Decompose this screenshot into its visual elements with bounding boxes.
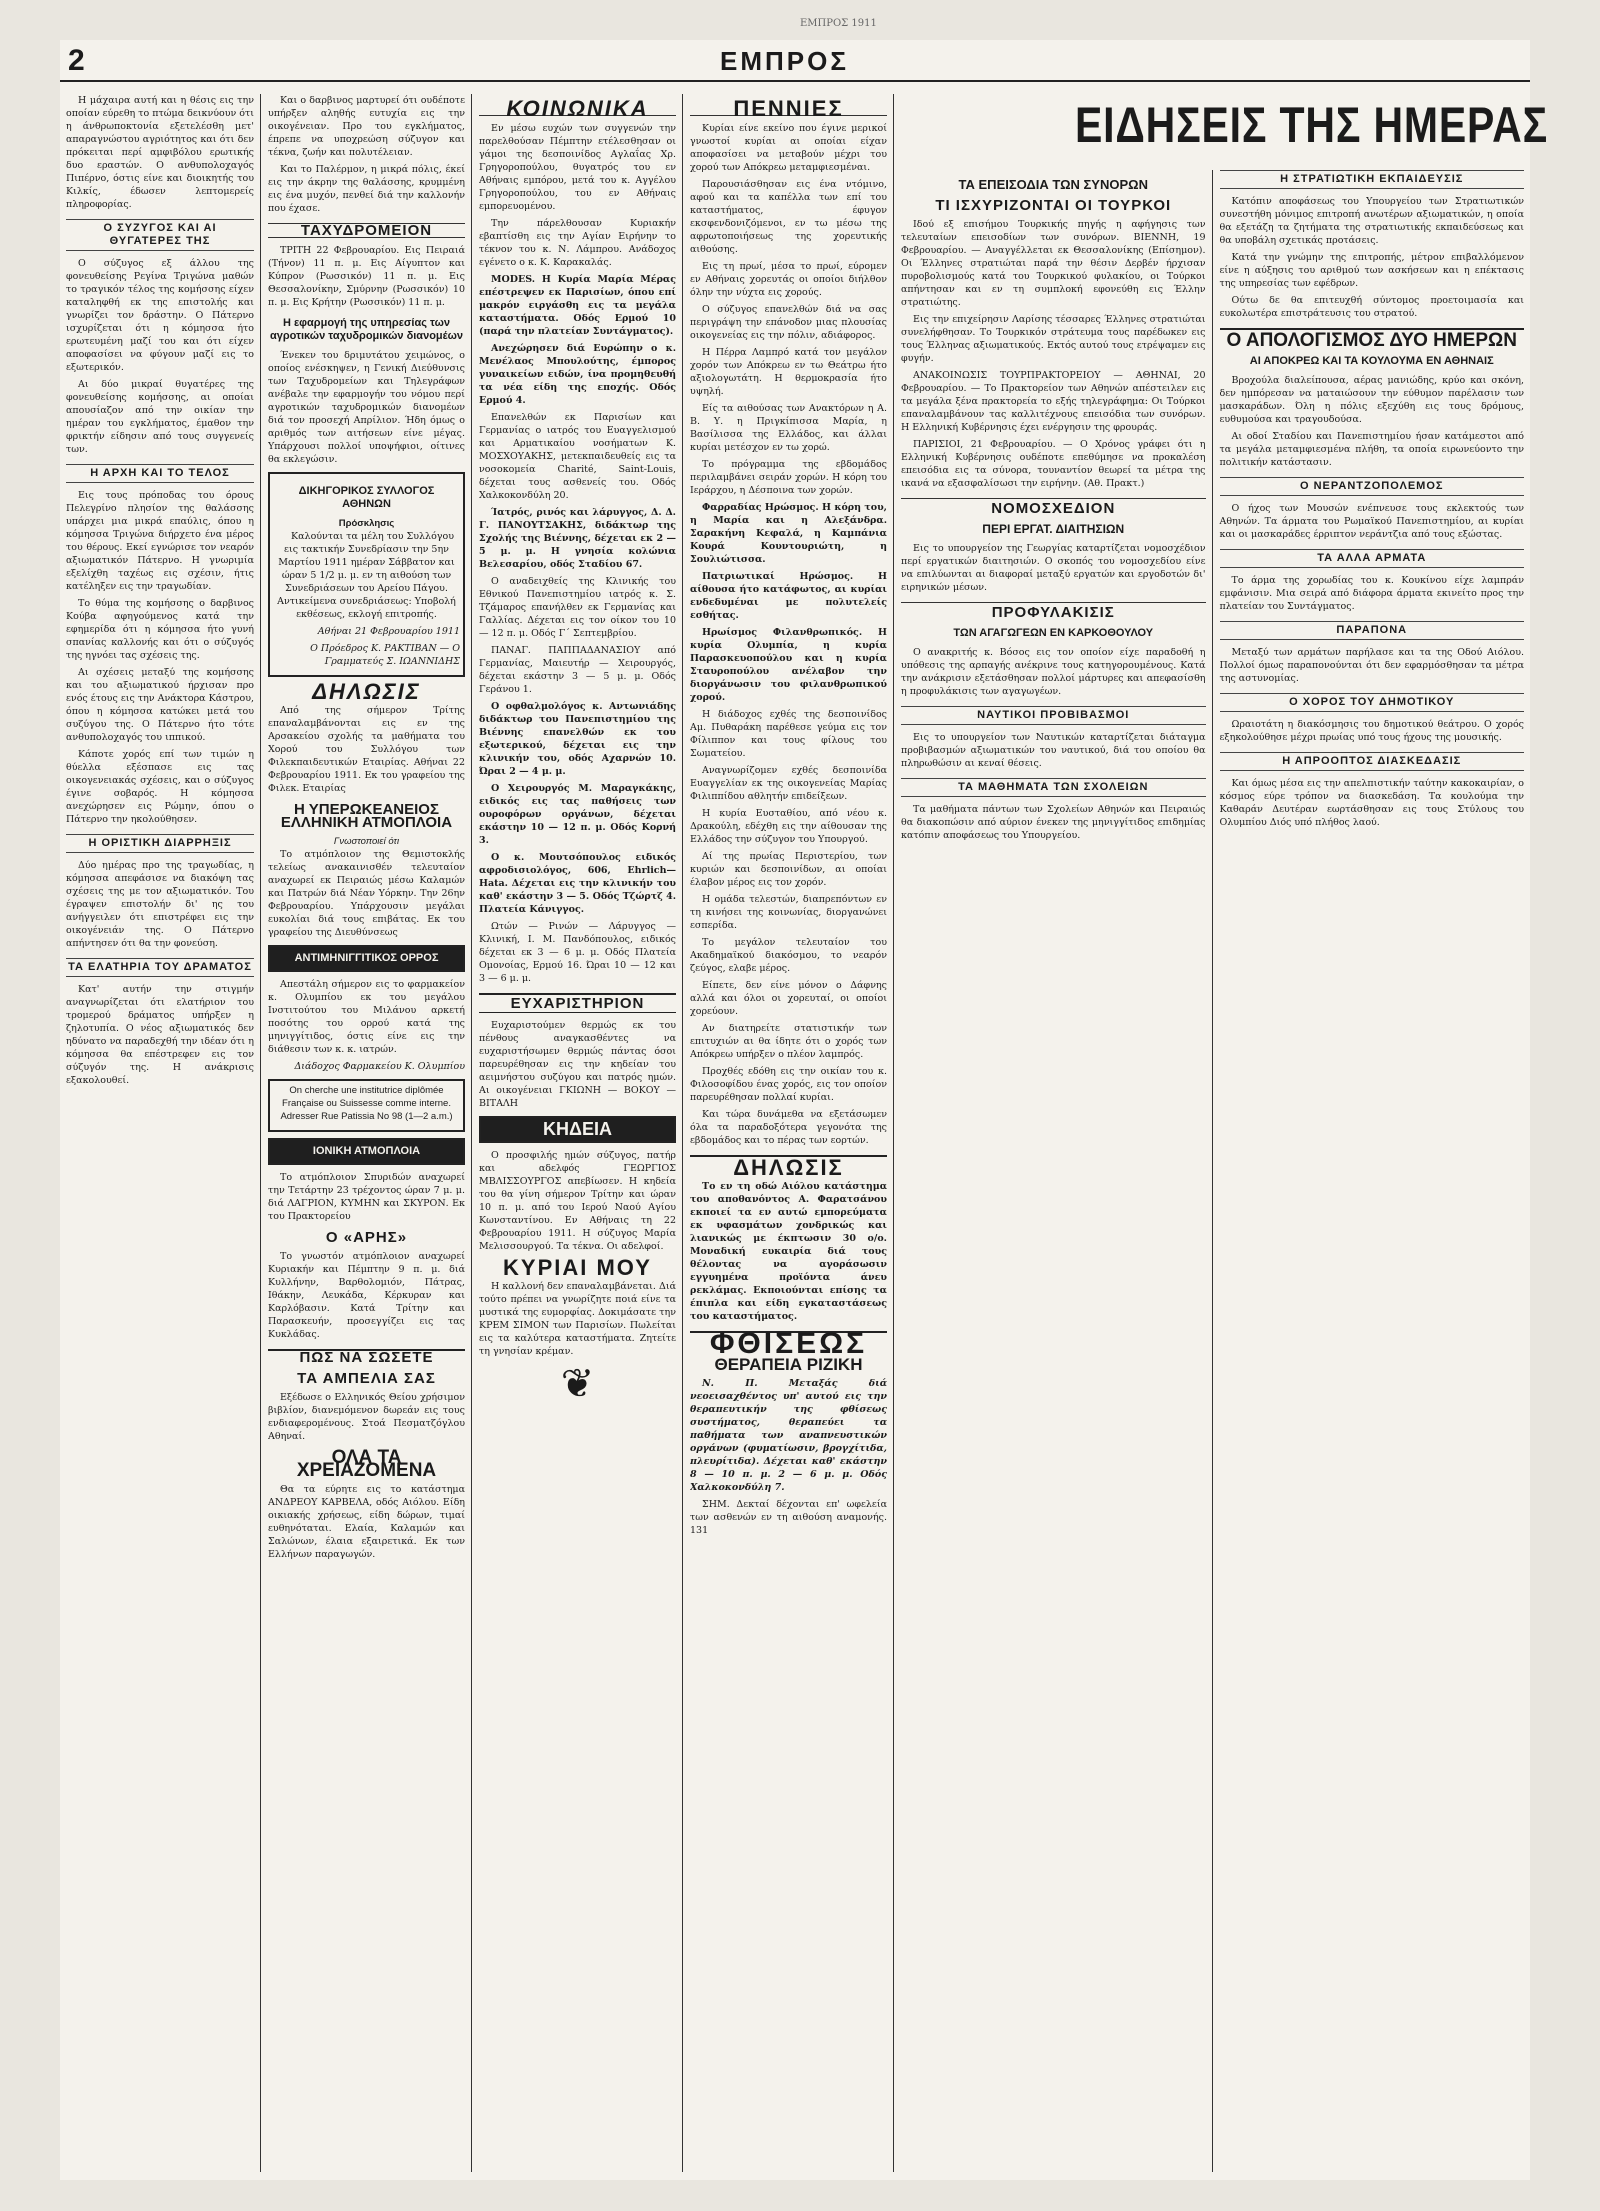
article-text: MODES. Η Κυρία Μαρία Μέρας επέστρεψεν εκ Παρισίων, όπου επί μακρόν ειργάσθη εις τα μεγάλα καταστήματα. Οδός Ερμού 10 (παρά την πλατείαν Συντάγματος).: [479, 274, 676, 337]
article-text: Το ατμόπλοιον Σπυριδών αναχωρεί την Τετάρτην 23 τρέχοντος ώραν 7 μ. μ. διά ΛΑΓΡΙΟΝ, ΚΥΜΗΝ και ΣΚΥΡΟΝ. Εκ του Πρακτορείου: [268, 1172, 465, 1222]
article-text: Η κυρία Ευσταθίου, από νέου κ. Δρακούλη, εδέχθη εις την αίθουσαν της Ελλάδος την σύζυγον του Υπουργού.: [690, 808, 887, 845]
article-text: Ο προσφιλής ημών σύζυγος, πατήρ και αδελφός ΓΕΩΡΓΙΟΣ ΜΒΛΙΣΣΟΥΡΓΟΣ απεβίωσεν. Η κηδεία του θα γίνη σήμερον Τρίτην και ώραν 10 π. μ. από του Ιερού Ναού Αγίου Κωνσταντίνου. Εν Αθήναις τη 22 Φεβρουαρίου 1911. Η σύζυγος Μαρία Μελισσουργού. Τα τέκνα. Οι αδελφοί.: [479, 1150, 676, 1252]
section-heading: ΕΥΧΑΡΙΣΤΗΡΙΟΝ: [479, 993, 676, 1013]
section-heading: Ο ΝΕΡΑΝΤΖΟΠΟΛΕΜΟΣ: [1220, 477, 1525, 496]
section-heading: ΦΘΙΣΕΩΣ: [690, 1331, 887, 1350]
article-text: Αι δύο μικραί θυγατέρες της φονευθείσης κομήσσης, αι οποίαι απουσίαζον από την οικίαν την ημέραν του εγκλήματος, έμαθον την φρικτήν είδησιν από τους συγγενείς των.: [66, 379, 254, 455]
section-heading: Ο ΑΠΟΛΟΓΙΣΜΟΣ ΔΥΟ ΗΜΕΡΩΝ: [1220, 328, 1525, 347]
section-heading: ΠΩΣ ΝΑ ΣΩΣΕΤΕ: [268, 1349, 465, 1364]
article-text: Μεταξύ των αρμάτων παρήλασε και τα της Οδού Αιόλου. Πολλοί όμως παραπονούνται ότι δεν εφαρμόσθησαν τα μέτρα της αστυνομίας.: [1219, 647, 1524, 684]
ad-title: ΔΙΚΗΓΟΡΙΚΟΣ ΣΥΛΛΟΓΟΣ ΑΘΗΝΩΝ: [298, 485, 435, 510]
page-headline: ΕΙΔΗΣΕΙΣ ΤΗΣ ΗΜΕΡΑΣ: [1075, 97, 1549, 153]
article-text: Ο οφθαλμολόγος κ. Αντωνιάδης διδάκτωρ του Πανεπιστημίου της Βιέννης επανελθών εκ του εξωτερικού, δέχεται εις την κλινικήν του, οδός Αχαρνών 10. Ώραι 2 — 4 μ. μ.: [479, 701, 676, 777]
section-heading: ΚΗΔΕΙΑ: [543, 1119, 612, 1139]
section-heading: Η εφαρμογή της υπηρεσίας των αγροτικών ταχυδρομικών διανομέων: [269, 317, 464, 342]
section-heading: ΠΕΡΙ ΕΡΓΑΤ. ΔΙΑΙΤΗΣΙΩΝ: [982, 522, 1125, 536]
section-heading: ΔΗΛΩΣΙΣ: [690, 1155, 887, 1174]
section-heading: ΤΑ ΑΜΠΕΛΙΑ ΣΑΣ: [297, 1370, 436, 1387]
section-heading: Η ΑΡΧΗ ΚΑΙ ΤΟ ΤΕΛΟΣ: [66, 464, 254, 483]
section-heading: Η ΣΤΡΑΤΙΩΤΙΚΗ ΕΚΠΑΙΔΕΥΣΙΣ: [1220, 170, 1525, 189]
article-text: Κυρίαι είνε εκείνο που έγινε μερικοί γνωστοί κυρίαι αι οποίαι είχαν αποφασίσει να μεταβούν μέχρι του χορού των Απόκρεω μεταμφιεσμέναι.: [690, 123, 887, 173]
article-text: ΣΗΜ. Δεκταί δέχονται επ' ωφελεία των ασθενών εν τη αιθούση αναμονής. 131: [690, 1499, 887, 1536]
article-text: Εις την επιχείρησιν Λαρίσης τέσσαρες Έλληνες στρατιώται συνελήφθησαν. Το Τουρκικόν στράτευμα τους παρέδωκεν εις τους Έλληνας αξιωματικούς. Εκτός αυτού τους ετρέψαμεν εις φυγήν.: [901, 314, 1206, 364]
article-text: Κατά την γνώμην της επιτροπής, μέτρον επιβαλλόμενον είνε η αύξησις του αριθμού των ασκήσεων και η επέκτασις της υπηρεσίας των εφέδρων.: [1219, 252, 1524, 289]
section-heading: ΘΕΡΑΠΕΙΑ ΡΙΖΙΚΗ: [714, 1355, 863, 1374]
column-1: [66, 94, 254, 2172]
section-heading: ΚΥΡΙΑΙ ΜΟΥ: [503, 1255, 652, 1280]
ad-banner: [479, 1116, 676, 1143]
article-text: Και όμως μέσα εις την απελπιστικήν ταύτην κακοκαιρίαν, ο κόσμος εύρε τρόπον να διασκεδάση. Τα κουλούμα την Καθαράν Δευτέραν εωρτάσθησαν εις τους Στύλους του Ολυμπίου Διός υπό πλήθος λαού.: [1219, 778, 1524, 828]
article-text: Εις τη πρωί, μέσα το πρωί, εύρομεν εν Αθήναις χορευτάς οι οποίοι διήλθον όλην την νύχτα εις χορούς.: [690, 261, 887, 298]
article-text: Ένεκεν του δριμυτάτου χειμώνος, ο οποίος ενέσκηψεν, η Γενική Διεύθυνσις των Ταχυδρομείων και Τηλεγράφων ανέβαλε την εφαρμογήν του νόμου περί αγροτικών ταχυδρομικών διανομέων διά τον προσεχή Απρίλιον. Ήδη όμως ο αριθμός των αιτήσεων είνε μέγας. Υπάρχουσι πολλοί υποψήφιοι, οίτινες θα εκλεγώσιν.: [268, 350, 465, 465]
lady-illustration-icon: ❦: [560, 1361, 595, 1407]
article-text: ΑΝΑΚΟΙΝΩΣΙΣ ΤΟΥΡΠΡΑΚΤΟΡΕΙΟΥ — ΑΘΗΝΑΙ, 20 Φεβρουαρίου. — Το Πρακτορείον των Αθηνών απέστειλεν εις τα μεγάλα ξένα πρακτορεία το εξής τηλεγράφημα: Οι Τούρκοι επαναλαμβάνουν τας καλλιτέχνους επεισόδια των συνόρων. Η Ελληνική Κυβέρνησις έχει ενέργησιν της φρουράς.: [901, 370, 1206, 433]
ad-title: ΑΝΤΙΜΗΝΙΓΓΙΤΙΚΟΣ ΟΡΡΟΣ: [294, 952, 439, 964]
section-heading: ΤΑ ΕΛΑΤΗΡΙΑ ΤΟΥ ΔΡΑΜΑΤΟΣ: [66, 958, 254, 977]
article-text: Η μάχαιρα αυτή και η θέσις εις την οποίαν εύρεθη το πτώμα δεικνύουν ότι η άνθρωποκτονία εξετελέσθη μετ' απαραγνώστου αγριότητος και ότι δεν πρόκειται περί αμφιβόλου ερωτικής δυο εραστών. Ο ανθυπολοχαγός Πιπέρνο, όστις είνε και διοικητής του Κιλκίς, έδωσεν λεπτομερείς πληροφορίας.: [66, 95, 254, 210]
article-text: Φαρραδίας Ηρώσμος. Η κόρη του, η Μαρία και η Αλεξάνδρα. Σαρακήνη Κεφαλά, η Καμπάνια Κουρά Κουντουριώτη, η Σουλιώτισσα.: [690, 502, 887, 565]
section-heading: Η ΑΠΡΟΟΠΤΟΣ ΔΙΑΣΚΕΔΑΣΙΣ: [1220, 752, 1525, 771]
section-heading: ΤΑ ΜΑΘΗΜΑΤΑ ΤΩΝ ΣΧΟΛΕΙΩΝ: [901, 778, 1206, 797]
article-text: Ο σύζυγος εξ άλλου της φονευθείσης Ρεγίνα Τριγώνα μαθών το τραγικόν τέλος της κομήσσης είχεν καταληφθή εκ της επιστολής και γνωρίζει τον δράστην. Ο Πάτερνο ισχυρίζεται ότι η κόμησσα ήτο ερωτευμένη μαζί του και ότι είχεν αποφασίσει να φύγουν μαζί εις το εξωτερικόν.: [66, 258, 254, 373]
article-text: Αί της πρωίας Περιστερίου, των κυριών και δεσποινίδων, αι οποίαι έλαβον μέρος εις τον χορόν.: [690, 851, 887, 888]
article-text: Εις το υπουργείον της Γεωργίας καταρτίζεται νομοσχέδιον περί εργατικών διαιτησιών. Ο σκοπός του νομοσχεδίου είνε να επιλύωνται αι διαφοραί μεταξύ εργατών και εργοδοτών δι' ειρηνικών μέσων.: [901, 543, 1206, 593]
article-text: Θα τα εύρητε εις το κατάστημα ΑΝΔΡΕΟΥ ΚΑΡΒΕΛΑ, οδός Αιόλου. Είδη οικιακής χρήσεως, είδη δώρων, τιμαί ευθηνόταται. Ελαία, Καλαμών και Σαλώνων, έλαια εξαιρετικά. Εκ των Ελλήνων παραγωγών.: [268, 1484, 465, 1560]
article-text: Κάποτε χορός επί των τιμών η θύελλα εξέσπασε εις τας οικογενειακάς σχέσεις, και ο σύζυγος έγινε σοβαρός. Η κόμησσα ανεχώρησεν εις Ρώμην, όπου ο Πάτερνο την ηκολούθησεν.: [66, 749, 254, 825]
ad-signature: Ο Πρόεδρος Κ. ΡΑΚΤΙΒΑΝ — Ο Γραμματεύς Σ. ΙΩΑΝΝΙΔΗΣ: [310, 643, 460, 667]
article-text: Από της σήμερον Τρίτης επαναλαμβάνονται εις εν της Αρσακείου σχολής τα μαθήματα του Χορού του Συλλόγου των Φιλεκπαιδευτικών Εταιρίας. Αθήναι 22 Φεβρουαρίου 1911. Εκ του γραφείου της Φιλεκ. Εταιρίας: [268, 705, 465, 794]
article-text: Είς τα αιθούσας των Ανακτόρων η Α. Β. Υ. η Πριγκίπισσα Μαρία, η Βασίλισσα της Ελλάδος, και άλλαι κυρίαι μετέσχον εν τω χορώ.: [690, 403, 887, 453]
masthead-top-strip: ΕΜΠΡΟΣ 1911: [800, 18, 877, 29]
article-text: Αι οδοί Σταδίου και Πανεπιστημίου ήσαν κατάμεστοι από τα μεγάλα μεταμφιεσμένα πλήθη, τα οποία ειρωνεύοντο την πολιτικήν κατάστασιν.: [1219, 431, 1524, 468]
article-text: Ωτών — Ρινών — Λάρυγγος — Κλινική, Ι. Μ. Πανδόπουλος, ειδικός δέχεται εκ 3 — 6 μ. μ. Οδός Πλατεία Ομονοίας, Ερμού 16. Ώραι 10 — 12 και 3 — 6 μ. μ.: [479, 921, 676, 984]
article-text: Επανελθών εκ Παρισίων και Γερμανίας ο ιατρός του Ευαγγελισμού και Αρματικαίου νοσήματων Κ. ΜΟΣΧΟΥΑΚΗΣ, μετεκπαιδευθείς εις τα νοσοκομεία Charité, Saint-Louis, δέχεται τους ασθενείς του. Οδός Χαλκοκονδύλη 20.: [479, 412, 676, 501]
section-heading: Ο ΧΟΡΟΣ ΤΟΥ ΔΗΜΟΤΙΚΟΥ: [1220, 693, 1525, 712]
article-text: Την πάρελθουσαν Κυριακήν εβαπτίσθη εις την Αγίαν Ειρήνην το τέκνον του κ. Ν. Λάμπρου. Ανάδοχος εγένετο ο κ. Κ. Καρακαλάς.: [479, 218, 676, 268]
article-text: Η Πέρρα Λαμπρό κατά τον μεγάλον χορόν των Απόκρεω εν τω Θεάτρω ήτο αξιολογωτάτη. Η θερμοκρασία ήτο υψηλή.: [690, 347, 887, 397]
article-text: Αι σχέσεις μεταξύ της κομήσσης και του αξιωματικού ήρχισαν προ ενός έτους εις την Ανάκτορα Κάστρου, όπου η κόμησσα κατώκει μετά του συζύγου της. Ο Πάτερνο ήτο τότε ανθυπολοχαγός του ιππικού.: [66, 667, 254, 743]
article-text: Ευχαριστούμεν θερμώς εκ του πένθους αναγκασθέντες να ευχαριστήσωμεν θερμώς πάντας όσοι παρευρέθησαν εις την κηδείαν του αειμνήστου συζύγου και πατρός ημών. Αι οικογένειαι ΓΚΙΩΝΗ — ΒΟΚΟΥ — ΒΙΤΑΛΗ: [479, 1020, 676, 1109]
section-heading: ΠΑΡΑΠΟΝΑ: [1220, 621, 1525, 640]
article-text: Ίατρός, ρινός και λάρυγγος, Δ. Δ. Γ. ΠΑΝΟΥΤΣΑΚΗΣ, διδάκτωρ της Σχολής της Βιέννης, δέχεται εκ 2 — 5 μ. μ. Η γνησία κολώνια Βελεσαρίου, οδός Σταδίου 67.: [479, 507, 676, 570]
article-text: Δύο ημέρας προ της τραγωδίας, η κόμησσα απεφάσισε να διακόψη τας σχέσεις της με τον αξιωματικόν. Του έγραψεν επιστολήν δι' ης του ανήγγειλεν ότι επιστρέφει εις την οικογένειάν της. Ο Πάτερνο απήντησεν ότι θα την φονεύση.: [66, 860, 254, 949]
ad-signature: Διάδοχος Φαρμακείου Κ. Ολυμπίου: [294, 1061, 465, 1072]
article-text: Το μεγάλον τελευταίον του Ακαδημαϊκού διακόσμου, το νεαρόν ζεύγος, ελαβε μέρος.: [690, 937, 887, 974]
masthead: [60, 18, 1530, 82]
article-text: Κατόπιν αποφάσεως του Υπουργείου των Στρατιωτικών συνεστήθη μόνιμος επιτροπή ανωτέρων αξιωματικών, η οποία θα εξετάζη τα ζητήματα της στρατιωτικής εκπαιδεύσεως και θα υποβάλη σχετικάς προτάσεις.: [1219, 196, 1524, 246]
section-heading: ΝΑΥΤΙΚΟΙ ΠΡΟΒΙΒΑΣΜΟΙ: [901, 706, 1206, 725]
section-heading: Ο «ΑΡΗΣ»: [325, 1229, 408, 1246]
section-heading: ΠΕΝΝΙΕΣ: [690, 102, 887, 116]
ad-text: Καλούνται τα μέλη του Συλλόγου εις τακτικήν Συνεδρίασιν την 5ην Μαρτίου 1911 ημέραν Σάββατον και ώραν 5 1/2 μ. μ. εν τη αιθούση των Συνεδριάσεων του Αρείου Πάγου. Αντικείμενα συνεδριάσεως: Υποβολή εκθέσεως, εκλογή επιτροπής.: [277, 531, 456, 620]
article-text: Το γνωστόν ατμόπλοιον αναχωρεί Κυριακήν και Πέμπτην 9 π. μ. διά Κυλλήνην, Βαρθολομιόν, Πάτρας, Ιθάκην, Λευκάδα, Κέρκυραν και Καρλόβασιν. Κατά Τρίτην και Παρασκευήν, προσεγγίζει εις τας Κυκλάδας.: [268, 1251, 465, 1340]
article-text: Εν μέσω ευχών των συγγενών την παρελθούσαν Πέμπτην ετέλεσθησαν οι γάμοι της δεσποινίδος Αγλαΐας Χρ. Γρηγοροπούλου, θυγατρός του εν Αθήναις εμπόρου, μετά του κ. Αγγέλου Γρηγοροπούλου, του εν Αθήναις εμπορευομένου.: [479, 123, 676, 212]
article-text: ΠΑΝΑΓ. ΠΑΠΠΑΔΑΝΑΣΙΟΥ από Γερμανίας, Μαιευτήρ — Χειρουργός, δέχεται εκάστην 3 — 5 μ. μ. Οδός Γεράνου 1.: [479, 645, 676, 695]
section-heading: Η ΟΡΙΣΤΙΚΗ ΔΙΑΡΡΗΞΙΣ: [66, 834, 254, 853]
section-heading: ΤΑ ΑΛΛΑ ΑΡΜΑΤΑ: [1220, 549, 1525, 568]
article-text: Είπετε, δεν είνε μόνον ο Δάφνης αλλά και όλοι οι χορευταί, οι οποίοι χορεύουν.: [690, 980, 887, 1017]
article-text: Εις το υπουργείον των Ναυτικών καταρτίζεται διάταγμα προβιβασμών αξιωματικών του ναυτικού, διά του οποίου θα πληρωθώσιν αι κεναί θέσεις.: [901, 732, 1206, 769]
column-4: [690, 94, 887, 2172]
section-heading: ΝΟΜΟΣΧΕΔΙΟΝ: [901, 498, 1206, 515]
article-text: Αναγνωρίζομεν εχθές δεσποινίδα Ευαγγελίαν εκ της οικογενείας Μαρίας Φιλιππίδου αθλητήν επιδείξεων.: [690, 765, 887, 802]
article-text: Ο κ. Μουτσόπουλος ειδικός αφροδισιολόγος, 606, Ehrlich—Hata. Δέχεται εις την κλινικήν του καθ' εκάστην 3 — 5. Οδός Τζώρτζ 4. Πλατεία Κάνιγγος.: [479, 852, 676, 915]
section-heading: Η ΥΠΕΡΩΚΕΑΝΕΙΟΣ ΕΛΛΗΝΙΚΗ ΑΤΜΟΠΛΟΙΑ: [280, 801, 453, 831]
article-text: Εις τους πρόποδας του όρους Πελεγρίνο πλησίον της θαλάσσης υπάρχει μια μικρά επαύλις, όπου η κόμησσα Τριγώνα διήρχετο ένα μέρος του θέρους. Εκεί εγνώρισε τον νεαρόν αξιωματικόν Πάτερνο. Η γνωριμία εξελίχθη ταχέως εις σχέσιν, ήτις κατέληξεν εις την τραγωδίαν.: [66, 490, 254, 592]
article-text: Η καλλονή δεν επαναλαμβάνεται. Διά τούτο πρέπει να γνωρίζητε ποιά είνε τα μυστικά της ευμορφίας. Δοκιμάσατε την ΚΡΕΜ ΣΙΜΟΝ των Παρισίων. Πωλείται εις τα καλύτερα καταστήματα. Ζητείτε τη γνησίαν κρέμαν.: [479, 1281, 676, 1357]
article-text: Το θύμα της κομήσσης ο δαρβινος Κούβα αφηγούμενος κατά την εφημερίδα ότι η κόμησσα ήτο γυνή σπανίας καλλονής και ότι ο σύζυγός της ηγνόει τας σχέσεις της.: [66, 598, 254, 661]
article-text: Ωραιοτάτη η διακόσμησις του δημοτικού θεάτρου. Ο χορός εξηκολούθησε μέχρι πρωίας υπό τους ήχους της μουσικής.: [1219, 719, 1524, 743]
ad-date: Αθήναι 21 Φεβρουαρίου 1911: [317, 626, 460, 637]
column-5: [901, 170, 1524, 2172]
article-text: Αν διατηρείτε στατιστικήν των επιτυχιών αι θα ίδητε ότι ο χορός των Απόκρεω υπήρξεν ο πλέον λαμπρός.: [690, 1023, 887, 1060]
article-text: Ο Χειρουργός Μ. Μαραγκάκης, ειδικός εις τας παθήσεις των ουροφόρων οργάνων, δέχεται εκάστην 10 — 12 π. μ. Οδός Κορνή 3.: [479, 783, 676, 846]
article-text: Τα μαθήματα πάντων των Σχολείων Αθηνών και Πειραιώς θα διακοπώσιν από αύριον ένεκεν της μηνιγγίτιδος επιδημίας κατόπιν αποφάσεως του Υπουργείου.: [901, 804, 1206, 841]
ad-banner: [268, 945, 465, 972]
section-heading: ΤΩΝ ΑΓΑΓΩΓΕΩΝ ΕΝ ΚΑΡΚΟΘΟΥΛΟΥ: [953, 627, 1154, 639]
article-text: Ιδού εξ επισήμου Τουρκικής πηγής η αφήγησις των τελευταίων επεισοδίων των συνόρων. ΒΙΕΝΝΗ, 19 Φεβρουαρίου. — Αναγγέλλεται εκ Θεσσαλονίκης (Επίσημον). Οι Έλληνες στρατιώται παρά την θέσιν Δερβέν ήρχισαν πυροβολισμούς κατά του Τουρκικού φυλακίου, οι Τούρκοι απήντησαν και εν τη συμπλοκή εφονεύθη εις Έλλην στρατιώτης.: [901, 219, 1206, 308]
article-text: Βροχούλα διαλείπουσα, αέρας μανιώδης, κρύο και σκόνη, δεν ημπόρεσαν να ματαιώσουν την εύθυμον παρέλασιν των μασκαράδων. Όλη η πόλις εξεχύθη εις τους δρόμους, ευθυμούσα και τραγουδούσα.: [1219, 375, 1524, 425]
article-text: Ανεχώρησεν διά Ευρώπην ο κ. Μενέλαος Μπουλούτης, έμπορος γυναικείων ειδών, ίνα προμηθευθή τα νέα είδη της εποχής. Οδός Ερμού 4.: [479, 343, 676, 406]
article-text: Ν. Π. Μεταξάς διά νεοεισαχθέντος υπ' αυτού εις την θεραπευτικήν της φθίσεως συστήματος, θεραπεύει τα παθήματα των αναπνευστικών οργάνων (φυματίωσιν, βρογχίτιδα, πλευρίτιδα). Δέχεται καθ' εκάστην 8 — 10 π. μ. 2 — 6 μ. μ. Οδός Χαλκοκονδύλη 7.: [690, 1378, 887, 1493]
column-2: [268, 94, 465, 2172]
article-text: Απεστάλη σήμερον εις το φαρμακείον κ. Ολυμπίου εκ του μεγάλου Ινστιτούτου του Μιλάνου αρκετή ποσότης του ορρού κατά της μηνιγγίτιδος, όστις είνε εις την διάθεσιν των κ. κ. ιατρών.: [268, 979, 465, 1055]
article-text: Η διάδοχος εχθές της δεσποινίδος Αμ. Πυθαράκη παρέθεσε γεύμα εις τον Φίλιππον και τους φίλους του Σωματείου.: [690, 709, 887, 759]
section-heading: ΠΡΟΦΥΛΑΚΙΣΙΣ: [901, 602, 1206, 619]
newspaper-title: ΕΜΠΡΟΣ: [720, 46, 849, 76]
article-text: Ο ήχος των Μουσών ενέπνευσε τους εκλεκτούς των Αθηνών. Τα άρματα του Ρωμαϊκού Πανεπιστημίου, αι κυρίαι και οι μασκαράδες έρριπτον νεράντζια από τους εξώστας.: [1219, 503, 1524, 540]
column-rule: [682, 94, 683, 2172]
article-text: Η ομάδα τελεστών, διαπρεπόντων εν τη κινήσει της κοινωνίας, διοργανώνει εσπερίδα.: [690, 894, 887, 931]
page-number: 2: [68, 44, 85, 77]
ad-title: ΙΟΝΙΚΗ ΑΤΜΟΠΛΟΙΑ: [312, 1145, 421, 1157]
article-text: Το εν τη οδώ Αιόλου κατάστημα του αποθανόντος Α. Φαρατσάνου εκποιεί τα εν αυτώ εμπορεύματα εκ υφασμάτων χονδρικώς και λιανικώς με έκπτωσιν 30 ο/ο. Μοναδική ευκαιρία διά τους θέλοντας να αγοράσωσιν εγγυημένα προϊόντα άνευ ρεκλάμας. Εκποιούνται επίσης τα έπιπλα και είδη εγκαταστάσεως του καταστήματος.: [690, 1181, 887, 1322]
column-3: [479, 94, 676, 2172]
article-text: Προχθές εδόθη εις την οικίαν του κ. Φιλοσοφίδου ένας χορός, εις τον οποίον παρευρέθησαν πολλαί κυρίαι.: [690, 1066, 887, 1103]
section-heading: ΚΟΙΝΩΝΙΚΑ: [479, 102, 676, 116]
ad-subtitle: Πρόσκλησις: [338, 518, 395, 529]
section-heading: ΤΙ ΙΣΧΥΡΙΖΟΝΤΑΙ ΟΙ ΤΟΥΡΚΟΙ: [935, 197, 1172, 214]
article-text: Εξέδωσε ο Ελληνικός Θείου χρήσιμον βιβλίον, διανεμόμενον δωρεάν εις τους ενδιαφερομένους. Στοά Πεσματζόγλου Αθηναί.: [268, 1392, 465, 1442]
column-rule: [893, 94, 894, 2172]
ad-box: [268, 472, 465, 677]
article-text: ΤΡΙΤΗ 22 Φεβρουαρίου. Εις Πειραιά (Τήνον) 11 π. μ. Εις Αίγυπτον και Κύπρον (Ρωσσικόν) 11 π. μ. Εις Θεσσαλονίκην, Σμύρνην (Ρωσσικόν) 10 π. μ. Εις Κρήτην (Ρωσσικόν) 11 π. μ.: [268, 245, 465, 308]
article-text: Παρουσιάσθησαν εις ένα ντόμινο, αφού και τα καπέλλα των επί του καταστήματος, έφυγον εκσφενδονιζόμενοι, εν τω μέσω της αφρωτοποιήσεως της χορευτικής αιθούσης.: [690, 179, 887, 255]
section-heading: Ο ΣΥΖΥΓΟΣ ΚΑΙ ΑΙ ΘΥΓΑΤΕΡΕΣ ΤΗΣ: [66, 219, 254, 251]
newspaper-page: [60, 18, 1549, 2180]
article-text: Το άρμα της χορωδίας του κ. Κουκίνου είχε λαμπράν εμφάνισιν. Μια σειρά από διάφορα άρματα εκινείτο προς την πλατείαν του Συντάγματος.: [1219, 575, 1524, 612]
article-text: Ηρωίσμος Φιλανθρωπικός. Η κυρία Ολυμπία, η κυρία Παρασκευοπούλου και η κυρία Σταυροπούλου ανέλαβον την διοργάνωσιν του φιλανθρωπικού χορού.: [690, 627, 887, 703]
ad-subtitle: Γνωστοποιεί ότι: [333, 836, 400, 847]
article-text: Πατριωτικαί Ηρώσμος. Η αίθουσα ήτο κατάφωτος, αι κυρίαι ενδεδυμέναι με πολυτελείς εσθήτας.: [690, 571, 887, 621]
section-heading: ΟΛΑ ΤΑ ΧΡΕΙΑΖΟΜΕΝΑ: [296, 1447, 437, 1481]
article-text: ΠΑΡΙΣΙΟΙ, 21 Φεβρουαρίου. — Ο Χρόνος γράφει ότι η Ελληνική Κυβέρνησις ουδέποτε επεθύμησε να προκαλέση επεισόδια εις τα σύνορα, τουναντίον θεωρεί τα μέτρα της ικανά να εξασφαλίσωσι την ειρήνην. (Αθ. Πρακτ.): [901, 439, 1206, 489]
section-heading: ΔΗΛΩΣΙΣ: [312, 679, 421, 704]
article-text: Ούτω δε θα επιτευχθή σύντομος προετοιμασία και ευκολωτέρα επιστράτευσις του στρατού.: [1219, 295, 1524, 319]
column-rule: [260, 94, 261, 2172]
article-text: Κατ' αυτήν την στιγμήν αναγνωρίζεται ότι ελατήριον του τρομερού δράματος υπήρξεν η ζηλοτυπία. Ο νέος αξιωματικός δεν ηδύνατο να παραδεχθή την ιδέαν ότι η κόμησσα θα επέστρεφεν εις τον σύζυγόν της. Η ανάκρισις εξακολουθεί.: [66, 984, 254, 1086]
column-rule: [471, 94, 472, 2172]
ad-text: On cherche une institutrice diplômée Française ou Suissesse comme interne. Adresser Rue Patissia No 98 (1—2 a.m.): [280, 1085, 453, 1122]
article-text: Ο αναδειχθείς της Κλινικής του Εθνικού Πανεπιστημίου ιατρός κ. Σ. Τζάμαρος επανήλθεν εκ Γερμανίας και Γαλλίας. Δέχεται εις τον οίκον του 10 — 12 π. μ. Οδός Γ΄ Σεπτεμβρίου.: [479, 576, 676, 639]
ad-box: [268, 1079, 465, 1132]
section-heading: ΑΙ ΑΠΟΚΡΕΩ ΚΑΙ ΤΑ ΚΟΥΛΟΥΜΑ ΕΝ ΑΘΗΝΑΙΣ: [1249, 355, 1494, 367]
article-text: Το πρόγραμμα της εβδομάδος περιλαμβάνει σειράν χορών. Η κόρη του Ιεράρχου, η Δέσποινα των χορών.: [690, 459, 887, 496]
article-text: Και το Παλέρμον, η μικρά πόλις, έκεί εις την άκρην της θαλάσσης, κρυμμένη εις ένα μυχόν, πενθεί διά την καλλονήν που έχασε.: [268, 164, 465, 214]
article-text: Ο ανακριτής κ. Βόσος εις τον οποίον είχε παραδοθή η υπόθεσις της αρπαγής ανέκρινε τους κατηγορουμένους. Κατά την ανάκρισιν εξετάσθησαν πολλοί μάρτυρες και απεφασίσθη η προφυλάκισις των αγαγωγέων.: [901, 647, 1206, 697]
ad-banner: [268, 1138, 465, 1165]
section-heading: ΤΑ ΕΠΕΙΣΟΔΙΑ ΤΩΝ ΣΥΝΟΡΩΝ: [958, 177, 1148, 192]
article-text: Το ατμόπλοιον της Θεμιστοκλής τελείως ανακαινισθέν τελευταίον αναχωρεί εκ Πειραιώς μέσω Καλαμών και Πατρών διά Νέαν Υόρκην. Την 26ην Φεβρουαρίου. Υπάρχουσιν μεγάλαι ευκολίαι διά τους επιβάτας. Εκ του γραφείου της Διευθύνσεως: [268, 849, 465, 938]
article-text: Και τώρα δυνάμεθα να εξετάσωμεν όλα τα παραδοξότερα γεγονότα της εβδομάδος και το πέρας των εορτών.: [690, 1109, 887, 1146]
article-text: Ο σύζυγος επανελθών διά να σας περιγράψη την επάνοδον μιας πλουσίας οικογενείας εις την πόλιν, αδιάφορος.: [690, 304, 887, 341]
article-text: Και ο δαρβινος μαρτυρεί ότι ουδέποτε υπήρξεν αληθής ευτυχία εις την οικογένειαν. Προ του εγκλήματος, έπρεπε να υποχρεώση σύζυγον και τέκνα, ζωήν και πολυτέλειαν.: [268, 95, 465, 158]
section-heading: ΤΑΧΥΔΡΟΜΕΙΟΝ: [268, 223, 465, 238]
